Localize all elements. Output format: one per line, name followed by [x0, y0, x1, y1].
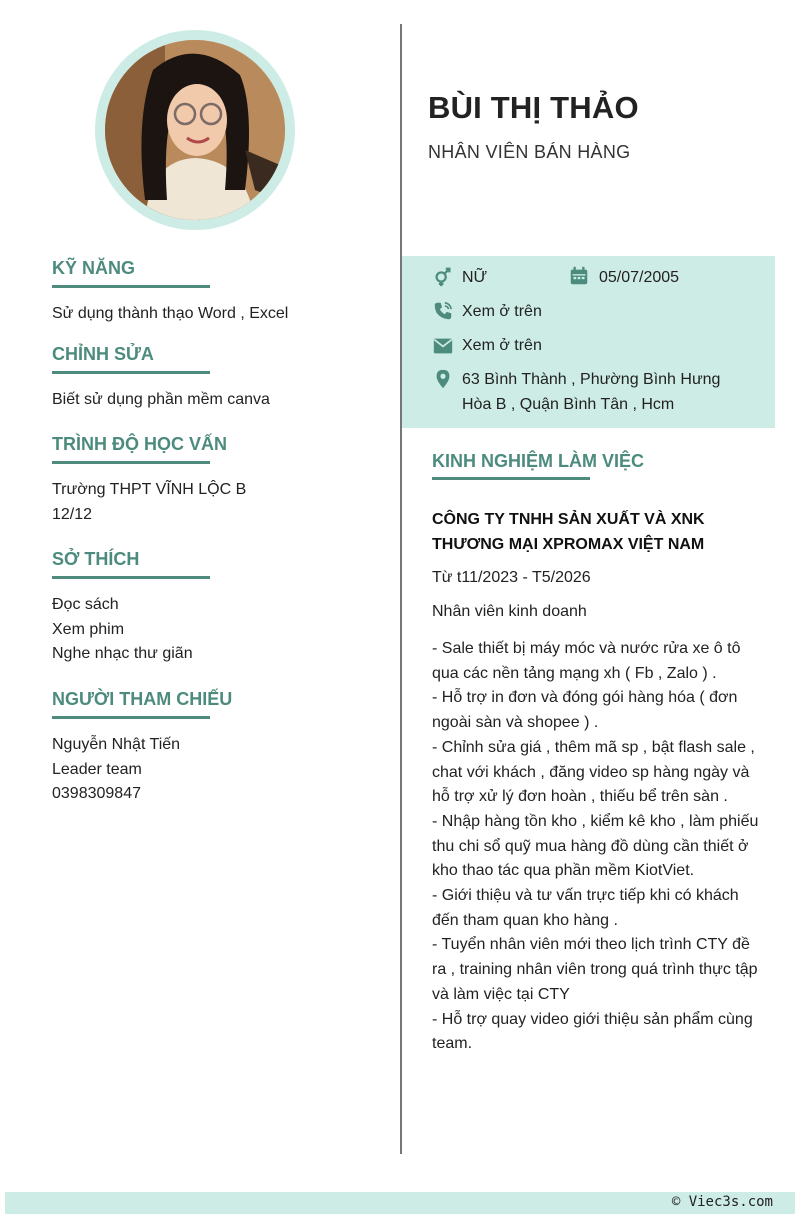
section-line: Nghe nhạc thư giãn [52, 645, 193, 662]
footer-copyright: © Viec3s.com [671, 1194, 773, 1210]
company-line: THƯƠNG MẠI XPROMAX VIỆT NAM [432, 536, 705, 553]
duty-item: - Giới thiệu và tư vấn trực tiếp khi có khách đến tham quan kho hàng . [432, 887, 739, 929]
section-title: KỸ NĂNG [52, 258, 136, 278]
duty-item: - Sale thiết bị máy móc và nước rửa xe ô tô qua các nền tảng mạng xh ( Fb , Zalo ) . [432, 640, 741, 682]
duty-item: - Chỉnh sửa giá , thêm mã sp , bật flash sale , chat với khách , đăng video sp hàng ngày và hỗ trợ xử lý đơn hoàn , thiếu bể trên sàn . [432, 738, 755, 806]
work-period: Từ t11/2023 - T5/2026 [432, 569, 591, 586]
duties-list [432, 637, 762, 1057]
phone-icon [432, 300, 454, 322]
section-underline [52, 716, 210, 719]
section-line: Đọc sách [52, 596, 119, 613]
section-title: SỞ THÍCH [52, 549, 140, 569]
avatar-frame [95, 30, 295, 230]
section-underline [52, 371, 210, 374]
phone-value: Xem ở trên [462, 303, 542, 320]
section-line: Nguyễn Nhật Tiến [52, 736, 181, 753]
section-title: CHỈNH SỬA [52, 344, 154, 364]
candidate-position: NHÂN VIÊN BÁN HÀNG [428, 142, 631, 162]
email-value: Xem ở trên [462, 337, 542, 354]
duty-item: - Tuyển nhân viên mới theo lịch trình CTY đề ra , training nhân viên trong quá trình thực tập và làm việc tại CTY [432, 936, 758, 1003]
contact-box [402, 256, 775, 428]
email-icon [432, 335, 454, 357]
address-line-1: 63 Bình Thành , Phường Bình Hưng [462, 371, 721, 388]
candidate-name: BÙI THỊ THẢO [428, 90, 639, 125]
section-underline [52, 461, 210, 464]
section-title: NGƯỜI THAM CHIẾU [52, 689, 233, 709]
job-role: Nhân viên kinh doanh [432, 603, 587, 620]
section-title: TRÌNH ĐỘ HỌC VẤN [52, 434, 227, 454]
avatar [105, 40, 285, 220]
hobbies-section [52, 549, 372, 667]
column-divider [400, 24, 402, 1154]
duty-item: - Hỗ trợ in đơn và đóng gói hàng hóa ( đơn ngoài sàn và shopee ) . [432, 689, 738, 732]
duty-item: - Nhập hàng tồn kho , kiểm kê kho , làm phiếu thu chi sổ quỹ mua hàng đồ dùng cần thiết ở kho thao tác qua phần mềm KiotViet. [432, 812, 759, 880]
calendar-icon [568, 265, 590, 287]
section-underline [52, 285, 210, 288]
section-line: Leader team [52, 760, 142, 778]
skills-section [52, 258, 372, 327]
section-line: Xem phim [52, 620, 125, 638]
section-line: 0398309847 [52, 785, 141, 802]
location-icon [432, 368, 454, 390]
experience-underline [432, 477, 590, 480]
address-line-2: Hòa B , Quận Bình Tân , Hcm [462, 396, 675, 413]
section-line: 12/12 [52, 505, 93, 523]
section-line: Biết sử dụng phần mềm canva [52, 391, 270, 408]
duty-item: - Hỗ trợ quay video giới thiệu sản phẩm cùng team. [432, 1010, 753, 1053]
left-column [0, 0, 400, 1160]
section-underline [52, 576, 210, 579]
references-section [52, 689, 372, 807]
section-line: Trường THPT VĨNH LỘC B [52, 481, 247, 498]
birthday-value: 05/07/2005 [599, 269, 680, 286]
gender-value: NỮ [462, 269, 488, 286]
experience-title: KINH NGHIỆM LÀM VIỆC [432, 451, 645, 471]
gender-icon [432, 266, 454, 288]
editing-section [52, 344, 372, 413]
company-line: CÔNG TY TNHH SẢN XUẤT VÀ XNK [432, 511, 705, 528]
education-section [52, 434, 372, 527]
company-name [432, 507, 752, 557]
footer-bar [5, 1192, 795, 1214]
avatar-photo [105, 40, 285, 220]
section-line: Sử dụng thành thạo Word , Excel [52, 305, 289, 322]
